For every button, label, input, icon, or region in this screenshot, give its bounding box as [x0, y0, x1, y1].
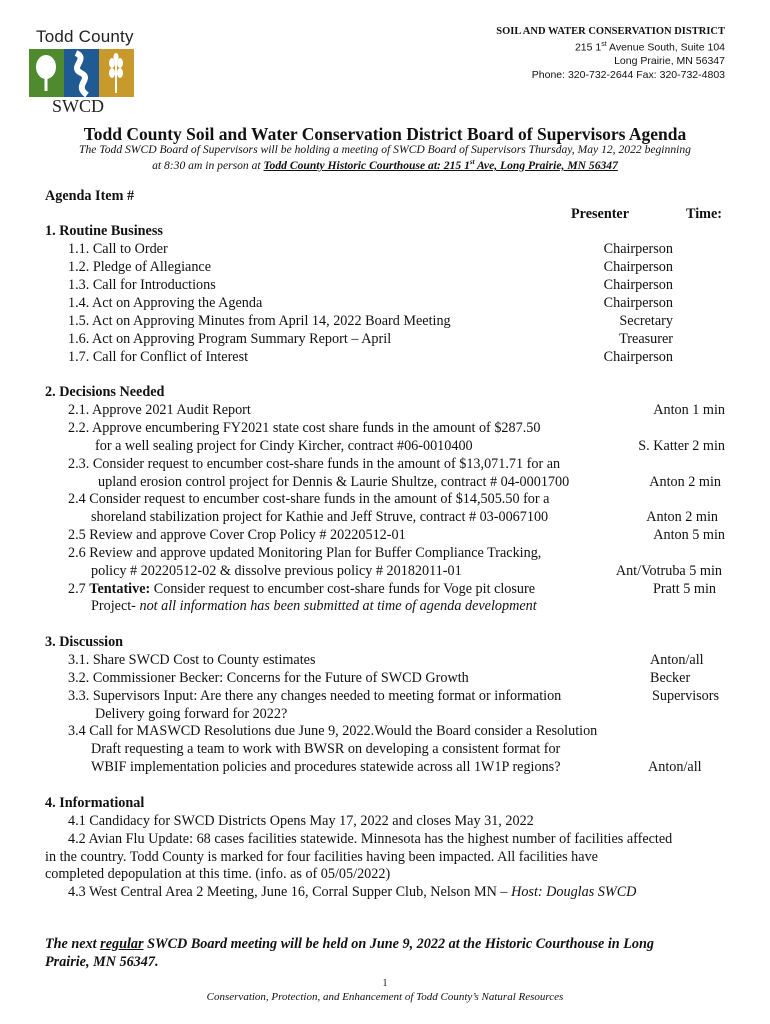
- agenda-item-cont: policy # 20220512-02 & dissolve previous policy # 20182011-01: [91, 563, 462, 579]
- next-meeting-line-2: Prairie, MN 56347.: [45, 954, 159, 970]
- next-meeting-line-1: The next regular SWCD Board meeting will be held on June 9, 2022 at the Historic Courthouse in Long: [45, 936, 654, 952]
- agenda-item: 2.2. Approve encumbering FY2021 state cost share funds in the amount of $287.50: [68, 420, 541, 436]
- agenda-item-cont: for a well sealing project for Cindy Kircher, contract #06-0010400: [95, 438, 473, 454]
- section-discussion-heading: 3. Discussion: [45, 634, 124, 650]
- agenda-item-cont: upland erosion control project for Dennis & Laurie Shultze, contract # 04-0001700: [98, 474, 570, 490]
- agenda-item: 3.2. Commissioner Becker: Concerns for the Future of SWCD Growth: [68, 670, 469, 686]
- item-presenter: Becker: [650, 670, 691, 686]
- agenda-item-cont: Delivery going forward for 2022?: [95, 706, 288, 722]
- header-phone: Phone: 320-732-2644 Fax: 320-732-4803: [531, 69, 725, 81]
- agenda-item-cont: shoreland stabilization project for Kathie and Jeff Struve, contract # 03-0067100: [91, 509, 549, 525]
- item-presenter: Supervisors: [652, 688, 719, 704]
- agenda-item-cont: Draft requesting a team to work with BWSR on developing a consistent format for: [91, 741, 561, 757]
- item-presenter-time: Pratt 5 min: [652, 581, 716, 597]
- info-item: 4.1 Candidacy for SWCD Districts Opens May 17, 2022 and closes May 31, 2022: [68, 813, 534, 829]
- agenda-item: 2.7 Tentative: Consider request to encumber cost-share funds for Voge pit closure: [68, 581, 536, 597]
- info-item-cont: completed depopulation at this time. (info. as of 05/05/2022): [45, 866, 391, 882]
- agenda-item: 2.3. Consider request to encumber cost-share funds in the amount of $13,071.71 for an: [68, 456, 561, 472]
- item-presenter: Chairperson: [603, 241, 673, 257]
- page-title: Todd County Soil and Water Conservation District Board of Supervisors Agenda: [83, 124, 687, 144]
- info-item: 4.2 Avian Flu Update: 68 cases facilities statewide. Minnesota has the highest number of facilities affected: [68, 831, 673, 847]
- info-item: 4.3 West Central Area 2 Meeting, June 16, Corral Supper Club, Nelson MN – Host: Douglas SWCD: [68, 884, 637, 900]
- section-informational-heading: 4. Informational: [45, 795, 145, 811]
- agenda-item: 1.3. Call for Introductions: [68, 277, 216, 293]
- intro-line-1: The Todd SWCD Board of Supervisors will be holding a meeting of SWCD Board of Supervisors Thursday, May 12, 2022 beginning: [79, 143, 691, 156]
- agenda-item: 3.3. Supervisors Input: Are there any changes needed to meeting format or information: [68, 688, 562, 704]
- agenda-item: 1.2. Pledge of Allegiance: [68, 259, 212, 275]
- intro-line-2: at 8:30 am in person at Todd County Historic Courthouse at: 215 1st Ave, Long Prairie, MN 56347: [152, 158, 618, 172]
- logo-graphic: [29, 49, 134, 97]
- presenter-column-label: Presenter: [571, 206, 630, 222]
- section-decisions-heading: 2. Decisions Needed: [45, 384, 165, 400]
- agenda-item: 1.5. Act on Approving Minutes from April 14, 2022 Board Meeting: [68, 313, 451, 329]
- agenda-item: 1.1. Call to Order: [68, 241, 168, 257]
- agenda-item-cont: WBIF implementation policies and procedures statewide across all 1W1P regions?: [91, 759, 561, 775]
- agenda-item: 2.5 Review and approve Cover Crop Policy # 20220512-01: [68, 527, 406, 543]
- agenda-item: 2.6 Review and approve updated Monitoring Plan for Buffer Compliance Tracking,: [68, 545, 542, 561]
- header-address2: Long Prairie, MN 56347: [614, 55, 725, 67]
- item-presenter-time: Ant/Votruba 5 min: [615, 563, 722, 579]
- item-presenter: Anton/all: [650, 652, 704, 668]
- item-presenter: Anton/all: [648, 759, 702, 775]
- item-presenter: Chairperson: [603, 295, 673, 311]
- time-column-label: Time:: [686, 206, 722, 222]
- page-number: 1: [382, 978, 388, 989]
- logo-bottom-text: SWCD: [52, 96, 105, 116]
- logo-top-text: Todd County: [36, 27, 134, 46]
- agenda-item-cont: Project- not all information has been submitted at time of agenda development: [91, 598, 537, 614]
- item-presenter-time: S. Katter 2 min: [638, 438, 725, 454]
- item-presenter: Chairperson: [603, 349, 673, 365]
- agenda-item: 1.4. Act on Approving the Agenda: [68, 295, 263, 311]
- agenda-item: 3.4 Call for MASWCD Resolutions due June 9, 2022.Would the Board consider a Resolution: [68, 723, 598, 739]
- header-org-name: SOIL AND WATER CONSERVATION DISTRICT: [496, 26, 725, 37]
- footer-tagline: Conservation, Protection, and Enhancement of Todd County’s Natural Resources: [206, 991, 564, 1003]
- agenda-item: 2.4 Consider request to encumber cost-share funds in the amount of $14,505.50 for a: [68, 491, 550, 507]
- item-presenter: Chairperson: [603, 259, 673, 275]
- agenda-item: 3.1. Share SWCD Cost to County estimates: [68, 652, 316, 668]
- item-presenter-time: Anton 5 min: [653, 527, 725, 543]
- item-presenter: Treasurer: [619, 331, 673, 347]
- agenda-item-label: Agenda Item #: [45, 188, 135, 204]
- item-presenter: Secretary: [619, 313, 673, 329]
- agenda-item: 1.6. Act on Approving Program Summary Report – April: [68, 331, 392, 347]
- item-presenter-time: Anton 2 min: [646, 509, 718, 525]
- agenda-item: 2.1. Approve 2021 Audit Report: [68, 402, 251, 418]
- agenda-item: 1.7. Call for Conflict of Interest: [68, 349, 249, 365]
- section-routine-heading: 1. Routine Business: [45, 223, 163, 239]
- item-presenter-time: Anton 1 min: [653, 402, 725, 418]
- header-address1: 215 1st Avenue South, Suite 104: [574, 41, 725, 54]
- swcd-logo: [29, 49, 134, 97]
- item-presenter-time: Anton 2 min: [649, 474, 721, 490]
- info-item-cont: in the country. Todd County is marked for four facilities having been impacted. All facilities have: [45, 849, 598, 865]
- item-presenter: Chairperson: [603, 277, 673, 293]
